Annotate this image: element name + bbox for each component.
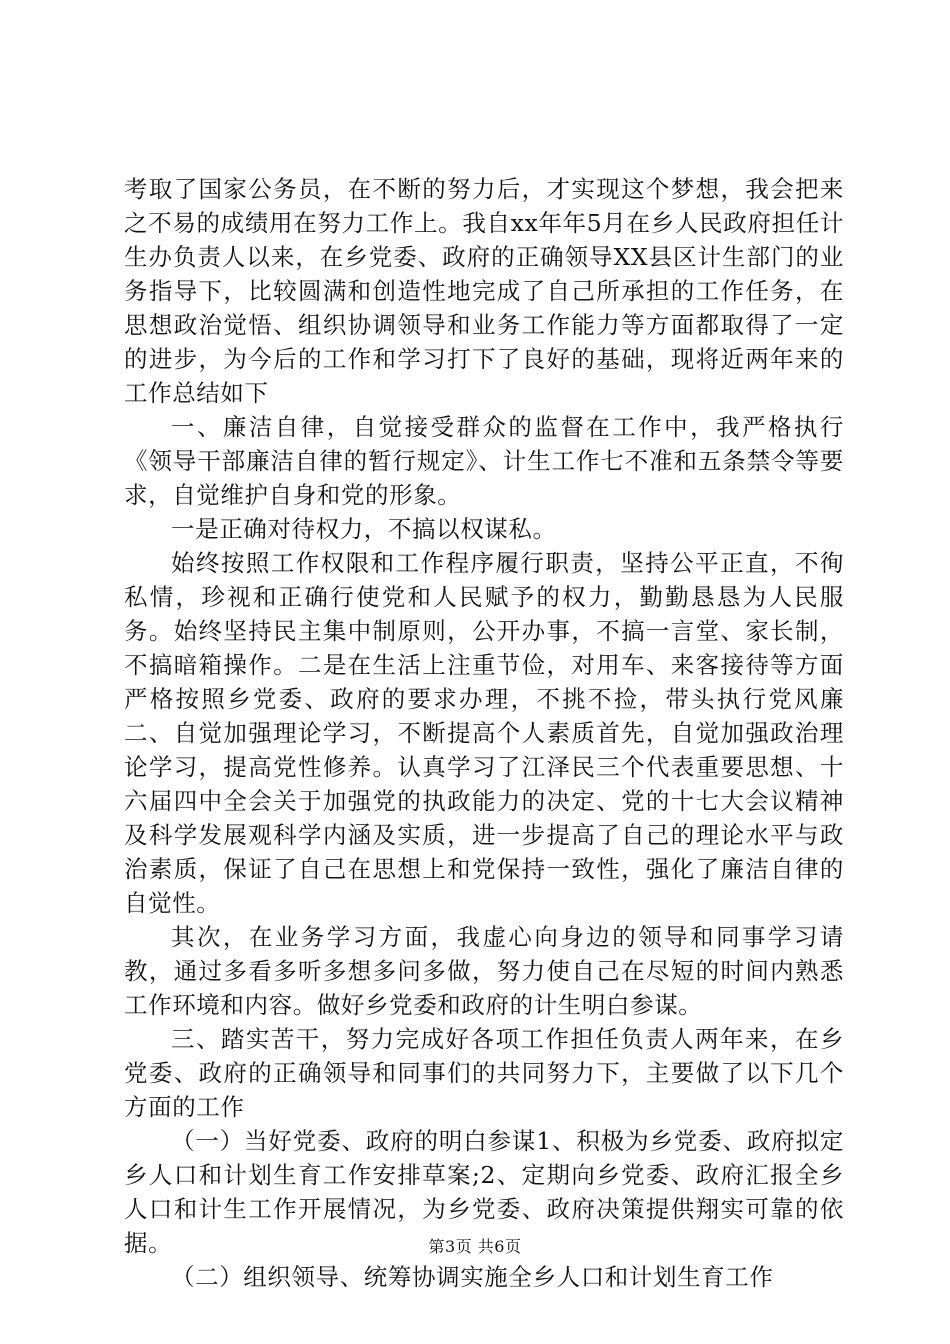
paragraph-1: 考取了国家公务员，在不断的努力后，才实现这个梦想，我会把来之不易的成绩用在努力工作上。我自xx年年5月在乡人民政府担任计生办负责人以来，在乡党委、政府的正确领导XX县区计生部门的业务指导下，比较圆满和创造性地完成了自己所承担的工作任务，在思想政治觉悟、组织协调领导和业务工作能力等方面都取得了一定的进步，为今后的工作和学习打下了良好的基础，现将近两年来的工作总结如下 <box>124 175 844 407</box>
paragraph-5: 其次，在业务学习方面，我虚心向身边的领导和同事学习请教，通过多看多听多想多问多做，努力使自己在尽短的时间内熟悉工作环境和内容。做好乡党委和政府的计生明白参谋。 <box>124 923 844 1019</box>
document-body <box>124 172 844 1294</box>
paragraph-4: 始终按照工作权限和工作程序履行职责，坚持公平正直，不徇私情，珍视和正确行使党和人民赋予的权力，勤勤恳恳为人民服务。始终坚持民主集中制原则，公开办事，不搞一言堂、家长制，不搞暗箱操作。二是在生活上注重节俭，对用车、来客接待等方面严格按照乡党委、政府的要求办理，不挑不捡，带头执行党风廉二、自觉加强理论学习，不断提高个人素质首先，自觉加强政治理论学习，提高党性修养。认真学习了江泽民三个代表重要思想、十六届四中全会关于加强党的执政能力的决定、党的十七大会议精神及科学发展观科学内涵及实质，进一步提高了自己的理论水平与政治素质，保证了自己在思想上和党保持一致性，强化了廉洁自律的自觉性。 <box>124 549 844 917</box>
paragraph-7: （一）当好党委、政府的明白参谋1、积极为乡党委、政府拟定乡人口和计划生育工作安排草案;2、定期向乡党委、政府汇报全乡人口和计生工作开展情况，为乡党委、政府决策提供翔实可靠的依据。 <box>124 1127 844 1257</box>
paragraph-2: 一、廉洁自律，自觉接受群众的监督在工作中，我严格执行《领导干部廉洁自律的暂行规定》、计生工作七不准和五条禁令等要求，自觉维护自身和党的形象。 <box>124 413 844 509</box>
paragraph-6: 三、踏实苦干，努力完成好各项工作担任负责人两年来，在乡党委、政府的正确领导和同事们的共同努力下，主要做了以下几个方面的工作 <box>124 1025 844 1121</box>
paragraph-8: （二）组织领导、统筹协调实施全乡人口和计划生育工作 <box>171 1263 774 1291</box>
page-footer <box>0 1237 950 1257</box>
page-number: 第3页 共6页 <box>428 1237 522 1256</box>
paragraph-3: 一是正确对待权力，不搞以权谋私。 <box>171 515 557 543</box>
